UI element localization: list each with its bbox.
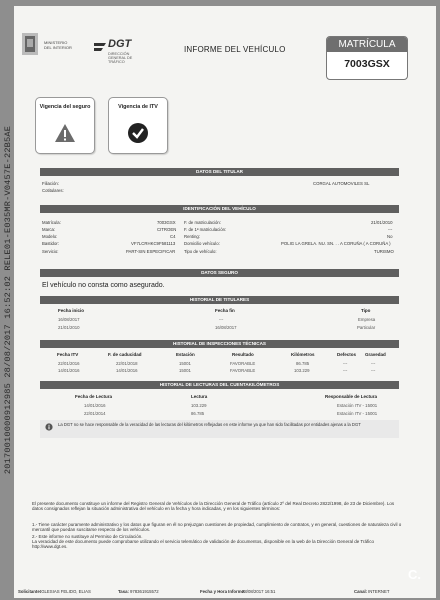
matricula-value: 7003GSX <box>157 220 176 225</box>
itv-header-estacion: Estación <box>176 352 195 357</box>
table-row: 14/01/2016 <box>116 368 138 373</box>
table-row: 86.785 <box>296 361 310 366</box>
table-row: 21/01/2010 <box>58 325 80 330</box>
canal-label: Canal: <box>354 589 368 594</box>
tasa-value: 978361915572 <box>130 589 159 594</box>
table-row: FAVORABLE <box>230 361 256 366</box>
plate-label: MATRÍCULA <box>327 37 407 52</box>
table-row: --- <box>343 361 348 366</box>
fecha-value: 28/08/2017 16:51 <box>242 589 276 594</box>
table-row: 15001 <box>179 361 191 366</box>
titulares-header-tipo: Tipo <box>361 308 371 313</box>
km-header-lectura: Lectura <box>191 394 208 399</box>
table-row: 22/01/2016 <box>58 361 80 366</box>
table-row: 86.785 <box>191 411 205 416</box>
f-1-matric-label: F. de 1ª matriculación: <box>184 227 227 232</box>
canal-value: INTERNET <box>368 589 390 594</box>
renting-value: No <box>387 234 393 239</box>
servicio-value: PART-SIN ESPECIFICAR <box>126 249 176 254</box>
km-disclaimer-text: La DGT no se hace responsable de la veracidad de las lecturas del kilómetros reflejadas en este informe ya que han sido facilitadas por entidades ajenas a la DGT <box>58 422 361 427</box>
ministry-text: MINISTERIO DEL INTERIOR <box>44 40 72 50</box>
seguro-text: El vehículo no consta como asegurado. <box>42 282 165 289</box>
table-row: 15001 <box>179 368 191 373</box>
section-vehiculo: IDENTIFICACIÓN DEL VEHÍCULO <box>40 205 399 213</box>
solicitante-value: IGLESIAS FELIDO, ELIAS <box>40 589 91 594</box>
bastidor-value: VF7LCRHKC9F581113 <box>131 241 176 246</box>
renting-label: Renting: <box>184 234 201 239</box>
table-row: 22/01/2018 <box>116 361 138 366</box>
dgt-logo-text: DGT <box>108 38 132 50</box>
filiacion-label: Filiación: <box>42 181 59 186</box>
license-plate-box <box>326 36 408 80</box>
itv-header-caducidad: F. de caducidad <box>108 352 142 357</box>
footer-paragraph-4: La veracidad de este documento puede comprobarse utilizando el servicio telemático de validación de documentos, disponible en la web de la Dirección General de Tráfico http://www.dgt.es. <box>32 539 374 550</box>
page-title: INFORME DEL VEHÍCULO <box>184 45 286 54</box>
insurance-validity-badge <box>35 97 95 154</box>
table-row: 16/08/2017 <box>215 325 237 330</box>
document-side-code: 20170010000912985 28/08/2017 16:52:02 RELE01-E035MR-V0457E-22B5AE <box>3 125 13 475</box>
section-titular: DATOS DEL TITULAR <box>40 168 399 176</box>
km-header-responsable: Responsable de Lectura <box>325 394 378 399</box>
tipo-label: Tipo de vehículo: <box>184 249 217 254</box>
cotitulares-label: Cotitulares: <box>42 188 64 193</box>
table-row: 14/01/2016 <box>84 403 106 408</box>
modelo-value: C4 <box>170 234 176 239</box>
itv-header-defectos: Defectos <box>337 352 357 357</box>
f-matric-value: 21/01/2010 <box>371 220 393 225</box>
table-row: 22/01/2014 <box>84 411 106 416</box>
itv-validity-badge <box>108 97 168 154</box>
table-row: --- <box>343 368 348 373</box>
bastidor-label: Bastidor: <box>42 241 59 246</box>
table-row: Estación ITV - 15001 <box>337 403 378 408</box>
itv-header-km: Kilómetros <box>291 352 315 357</box>
table-row: --- <box>219 317 224 322</box>
table-row: --- <box>371 368 376 373</box>
table-row: Empresa <box>358 317 376 322</box>
table-row: Estación ITV - 15001 <box>337 411 378 416</box>
matricula-label: Matrícula: <box>42 220 61 225</box>
domicilio-value: POLIG LA GRELA. NU. SN. . . A CORUÑA ( A CORUÑA ) <box>281 241 391 246</box>
footer-paragraph-3: 2.- Este informe no sustituye al Permiso de Circulación. <box>32 534 143 539</box>
marca-value: CITROEN <box>157 227 177 232</box>
table-row: --- <box>371 361 376 366</box>
titulares-header-inicio: Fecha inicio <box>58 308 85 313</box>
marca-label: Marca: <box>42 227 56 232</box>
filiacion-value: CORGAL AUTOMOVILES SL <box>313 181 370 186</box>
km-header-fecha: Fecha de Lectura <box>75 394 113 399</box>
corner-mark: C. <box>408 567 421 582</box>
plate-number: 7003GSX <box>344 58 390 70</box>
itv-header-fecha: Fecha ITV <box>57 352 79 357</box>
solicitante-label: Solicitante: <box>18 589 42 594</box>
titulares-header-fin: Fecha fin <box>215 308 235 313</box>
section-titulares: HISTORIAL DE TITULARES <box>40 296 399 304</box>
servicio-label: Servicio: <box>42 249 59 254</box>
tasa-label: Tasa: <box>118 589 129 594</box>
check-circle-icon <box>127 122 149 144</box>
f-matric-label: F. de matriculación: <box>184 220 222 225</box>
dgt-subtitle: DIRECCIÓN GENERAL DE TRÁFICO <box>108 52 133 64</box>
f-1-matric-value: --- <box>388 227 393 232</box>
footer-paragraph-2: 1.- Tiene carácter puramente administrativo y los datos que figuran en él no prejuzgan cuestiones de propiedad, cumplimiento de contratos, y en general, cuestiones de naturaleza civil o mercantil que puedan suscitarse respecto de los vehículos. <box>32 522 402 533</box>
itv-header-resultado: Resultado <box>232 352 254 357</box>
section-cuentakm: HISTORIAL DE LECTURAS DEL CUENTAKILÓMETROS <box>40 381 399 389</box>
section-seguro: DATOS SEGURO <box>40 269 399 277</box>
modelo-label: Modelo: <box>42 234 58 239</box>
table-row: 103.229 <box>294 368 310 373</box>
table-row: 14/01/2016 <box>58 368 80 373</box>
dgt-logo-icon <box>93 40 107 54</box>
domicilio-label: Domicilio vehículo: <box>184 241 220 246</box>
tipo-value: TURISMO <box>374 249 394 254</box>
table-row: 103.229 <box>191 403 207 408</box>
insurance-validity-label: Vigencia del seguro <box>39 104 91 110</box>
warning-triangle-icon <box>54 122 76 144</box>
itv-header-gravedad: Gravedad <box>365 352 386 357</box>
table-row: Particular <box>357 325 376 330</box>
info-icon <box>45 423 53 431</box>
table-row: 16/08/2017 <box>58 317 80 322</box>
itv-validity-label: Vigencia de ITV <box>118 104 158 110</box>
fecha-label: Fecha y Hora Informe: <box>200 589 246 594</box>
table-row: FAVORABLE <box>230 368 256 373</box>
section-itv: HISTORIAL DE INSPECCIONES TÉCNICAS <box>40 340 399 348</box>
footer-paragraph-1: El presente documento constituye un informe del Registro General de Vehículos de la Dirección General de Tráfico (artículo 2º del Real Decreto 2822/1998, de 23 de Diciembre). Los datos consignados reflejan la situación administrativa del vehículo en la fecha y hora indicadas, y en los siguientes términos: <box>32 501 395 512</box>
